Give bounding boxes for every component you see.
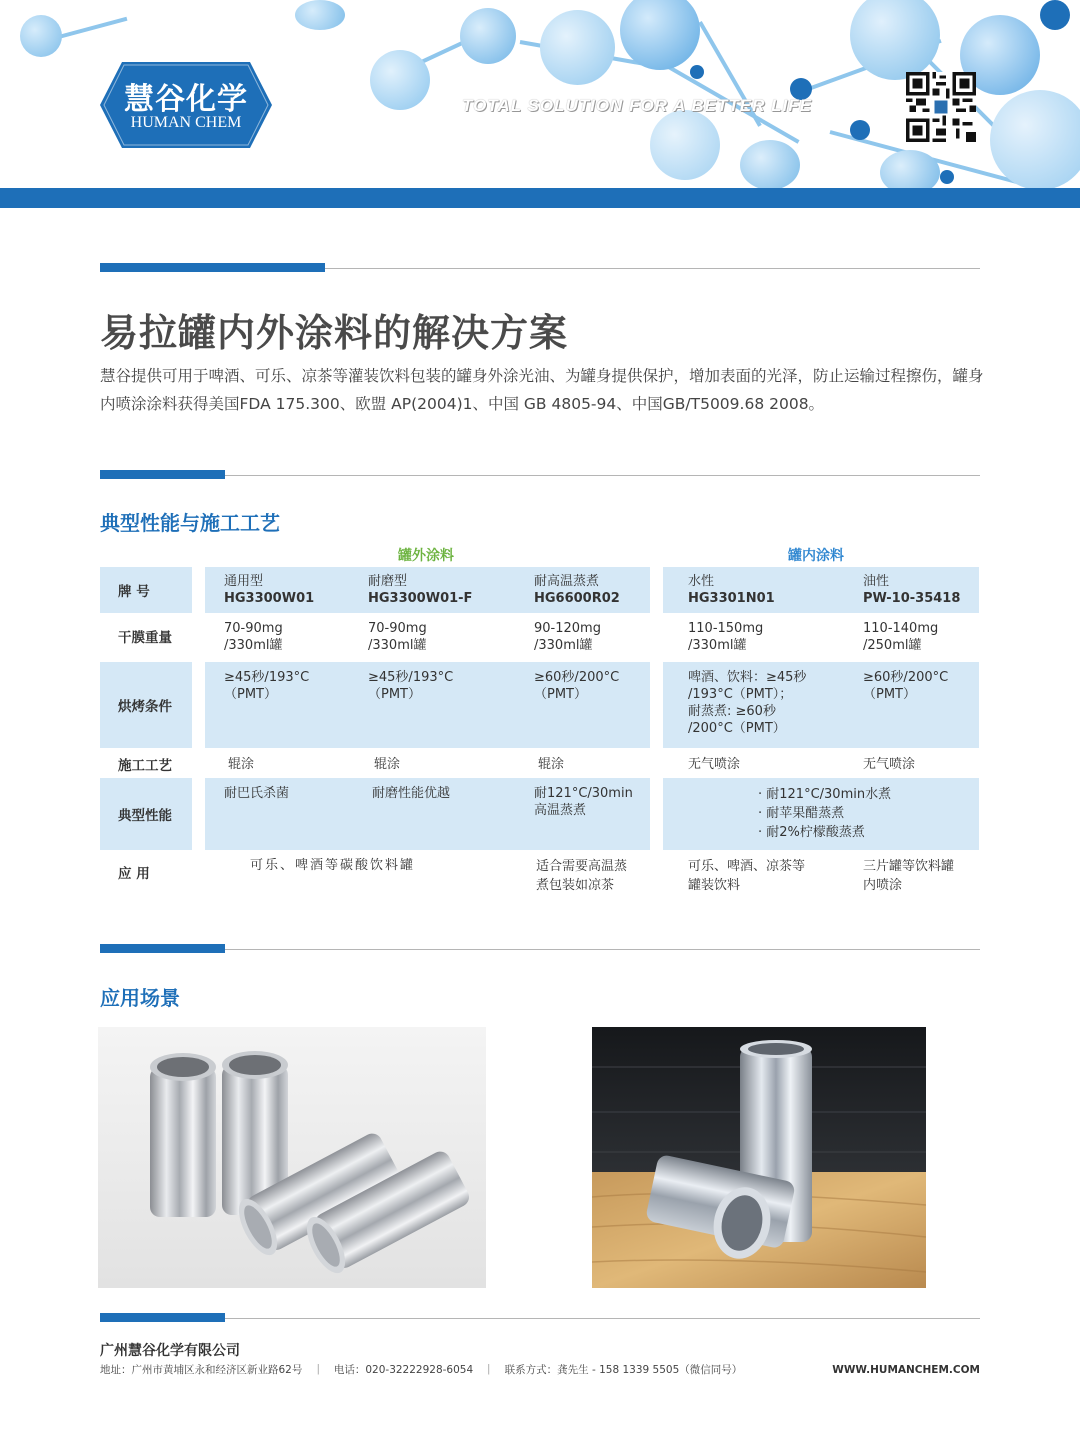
row-header-grade: 牌 号 [118,584,150,600]
film-weight-cell: 70-90mg /330ml罐 [224,621,283,653]
row-header-performance: 典型性能 [118,808,172,824]
row-header-application: 应 用 [118,866,150,882]
grade-cell: 油性 PW-10-35418 [863,574,961,606]
process-cell: 无气喷涂 [863,757,916,772]
process-cell: 无气喷涂 [688,757,741,772]
molecule-sphere [850,0,940,80]
film-weight-cell: 90-120mg /330ml罐 [534,621,601,653]
molecule-sphere [650,110,720,180]
molecule-sphere [460,8,516,64]
film-weight-cell: 110-150mg /330ml罐 [688,621,764,653]
company-name: 广州慧谷化学有限公司 [100,1343,240,1359]
molecule-sphere [20,15,62,57]
application-cell: 可乐、啤酒、凉茶等 罐装饮料 [688,859,806,893]
performance-cell: 耐121°C/30min 高温蒸煮 [534,786,633,818]
footer-divider [100,1313,980,1323]
molecule-sphere [990,90,1080,190]
row-header-process: 施工工艺 [118,758,172,774]
grade-cell: 通用型 HG3300W01 [224,574,315,606]
process-cell: 辊涂 [374,757,401,772]
film-weight-cell: 70-90mg /330ml罐 [368,621,427,653]
page-title: 易拉罐内外涂料的解决方案 [100,311,569,355]
contact-info: 地址：广州市黄埔区永和经济区新业路62号 ｜ 电话：020-32222928-6054 ｜ 联系方式：龚先生 - 158 1339 5505（微信同号） [100,1364,743,1376]
application-cell: 三片罐等饮料罐 内喷涂 [863,859,955,893]
molecule-sphere [295,0,345,30]
process-cell: 辊涂 [228,757,255,772]
row-header-baking: 烘烤条件 [118,699,172,715]
grade-cell: 水性 HG3301N01 [688,574,775,606]
baking-cell: ≥45秒/193°C （PMT） [224,670,310,702]
cans-photo-white-background [98,1027,486,1288]
baking-cell: 啤酒、饮料：≥45秒 /193°C（PMT）； 耐蒸煮: ≥60秒 /200°C（PMT） [688,670,807,736]
logo-english-name: HUMAN CHEM [130,114,242,131]
slogan: TOTAL SOLUTION FOR A BETTER LIFE [462,96,812,115]
molecule-atom [850,120,870,140]
baking-cell: ≥45秒/193°C （PMT） [368,670,454,702]
section-heading-performance: 典型性能与施工工艺 [100,511,280,535]
performance-cell: 耐磨性能优越 [372,786,451,801]
molecule-atom [690,65,704,79]
header-accent-bar [0,188,1080,208]
qr-code-icon [906,72,976,142]
website-link[interactable]: WWW.HUMANCHEM.COM [832,1364,980,1376]
baking-cell: ≥60秒/200°C （PMT） [534,670,620,702]
intro-paragraph: 慧谷提供可用于啤酒、可乐、凉茶等灌装饮料包装的罐身外涂光油、为罐身提供保护，增加表面的光泽，防止运输过程擦伤，罐身内喷涂涂料获得美国FDA 175.300、欧盟 AP(2004)1、中国 GB 4805-94、中国GB/T5009.68 2008。 [100,367,984,413]
molecule-atom [940,170,954,184]
molecule-sphere [540,10,615,85]
performance-cell: 耐巴氏杀菌 [224,786,290,801]
molecule-sphere [370,50,430,110]
cans-photo-wood-table [592,1027,926,1288]
section-heading-scenes: 应用场景 [100,986,180,1010]
process-cell: 辊涂 [538,757,565,772]
grade-cell: 耐磨型 HG3300W01-F [368,574,473,606]
application-cell: 适合需要高温蒸 煮包装如凉茶 [536,859,628,893]
row-header-film-weight: 干膜重量 [118,630,172,646]
grade-cell: 耐高温蒸煮 HG6600R02 [534,574,620,606]
section-divider [100,470,980,480]
film-weight-cell: 110-140mg /250ml罐 [863,621,939,653]
molecule-atom [1040,0,1070,30]
section-divider [100,263,980,273]
baking-cell: ≥60秒/200°C （PMT） [863,670,949,702]
logo-chinese-name: 慧谷化学 [124,82,248,117]
group-label-outer: 罐外涂料 [398,548,454,564]
header-banner [0,0,1080,210]
molecule-sphere [740,140,800,190]
performance-cell-inner: · 耐121°C/30min水煮 · 耐苹果醋蒸煮 · 耐2%柠檬酸蒸煮 [758,787,892,840]
section-divider [100,944,980,954]
group-label-inner: 罐内涂料 [788,548,844,564]
molecule-sphere [620,0,700,70]
application-cell: 可乐、啤酒等碳酸饮料罐 [250,858,416,873]
